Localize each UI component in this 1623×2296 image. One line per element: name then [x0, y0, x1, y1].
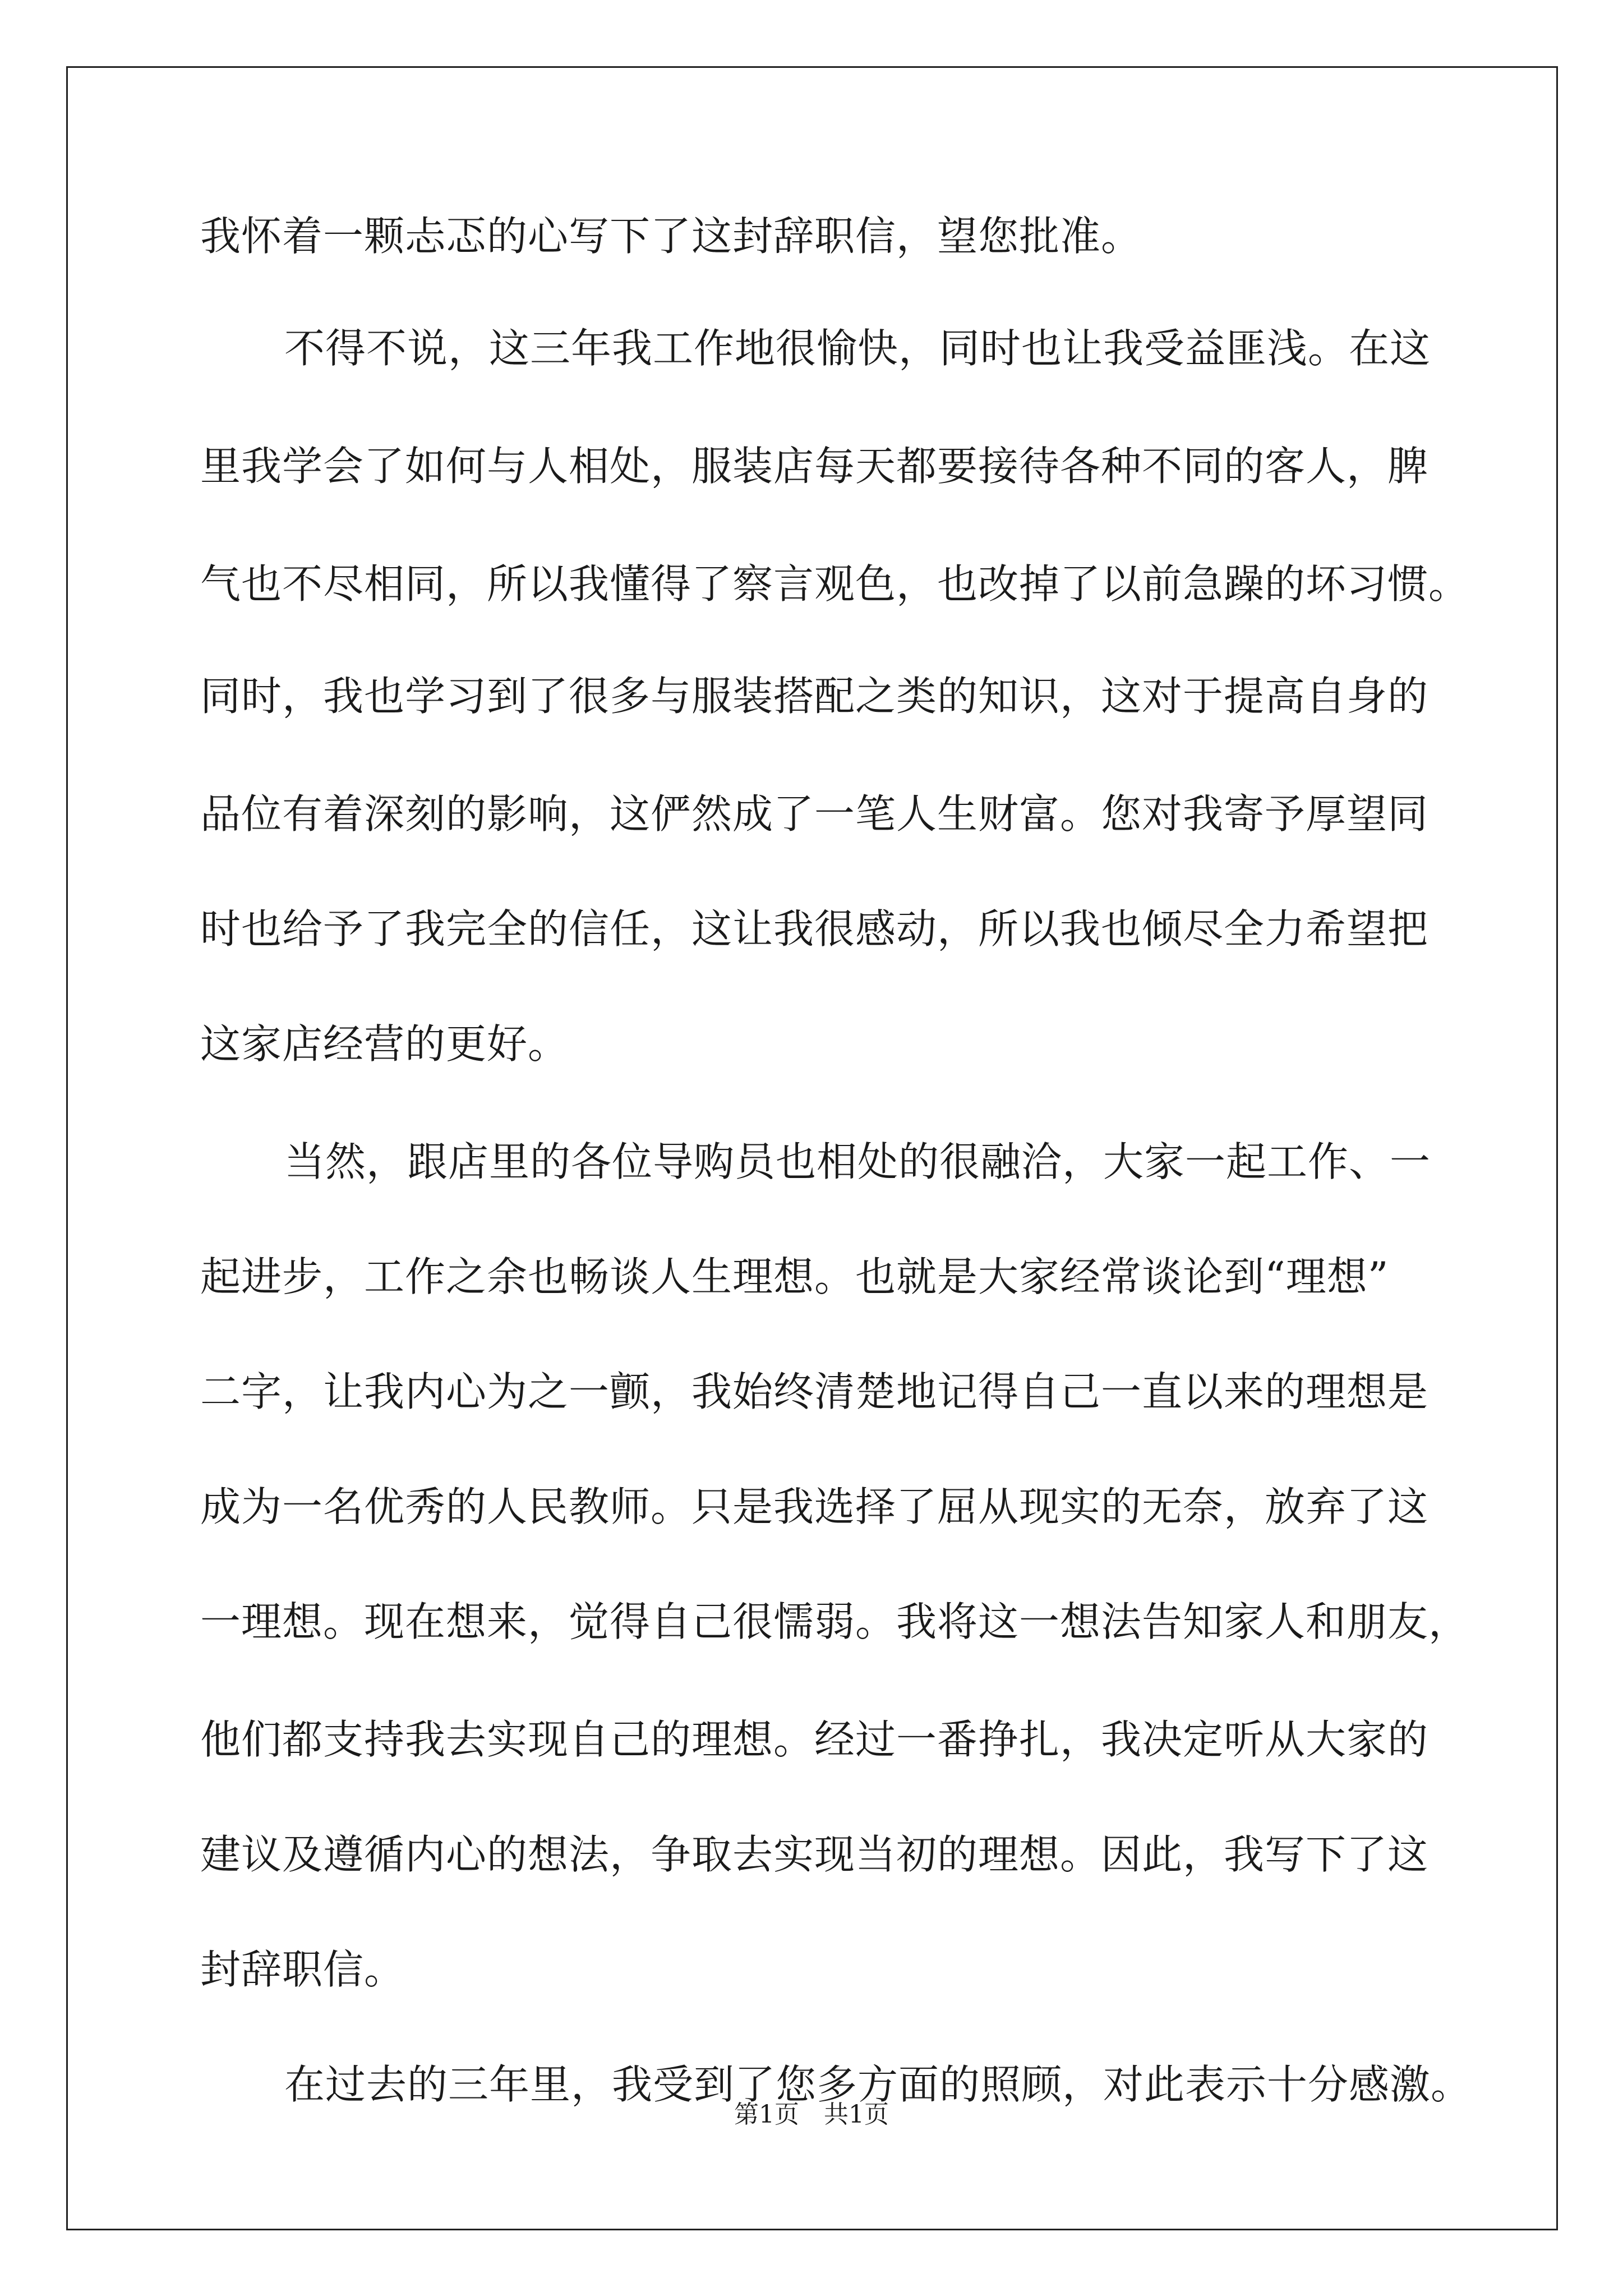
- page-number-footer: 第1页 共1页: [734, 2100, 889, 2129]
- text-line: 起进步，工作之余也畅谈人生理想。也就是大家经常谈论到“理想”: [200, 1253, 1389, 1300]
- text-line: 封辞职信。: [200, 1946, 405, 1993]
- text-line: 一理想。现在想来，觉得自己很懦弱。我将这一想法告知家人和朋友，: [200, 1598, 1470, 1645]
- paragraph-start-line: 不得不说，这三年我工作地很愉快，同时也让我受益匪浅。在这: [284, 325, 1431, 372]
- text-line: 成为一名优秀的人民教师。只是我选择了屈从现实的无奈，放弃了这: [200, 1483, 1429, 1530]
- paragraph-start-line: 在过去的三年里，我受到了您多方面的照顾，对此表示十分感激。: [284, 2061, 1472, 2108]
- text-line: 气也不尽相同，所以我懂得了察言观色，也改掉了以前急躁的坏习惯。: [200, 560, 1470, 608]
- text-line: 二字，让我内心为之一颤，我始终清楚地记得自己一直以来的理想是: [200, 1368, 1429, 1415]
- text-line: 这家店经营的更好。: [200, 1020, 569, 1068]
- text-line: 时也给予了我完全的信任，这让我很感动，所以我也倾尽全力希望把: [200, 905, 1429, 953]
- text-line: 建议及遵循内心的想法，争取去实现当初的理想。因此，我写下了这: [200, 1831, 1429, 1878]
- text-line: 里我学会了如何与人相处，服装店每天都要接待各种不同的客人，脾: [200, 443, 1429, 490]
- text-line: 同时，我也学习到了很多与服装搭配之类的知识，这对于提高自身的: [200, 673, 1429, 720]
- paragraph-start-line: 当然，跟店里的各位导购员也相处的很融洽，大家一起工作、一: [284, 1138, 1431, 1185]
- text-line: 他们都支持我去实现自己的理想。经过一番挣扎，我决定听从大家的: [200, 1716, 1429, 1763]
- text-line: 品位有着深刻的影响，这俨然成了一笔人生财富。您对我寄予厚望同: [200, 790, 1429, 838]
- text-line: 我怀着一颗忐忑的心写下了这封辞职信，望您批准。: [200, 213, 1142, 260]
